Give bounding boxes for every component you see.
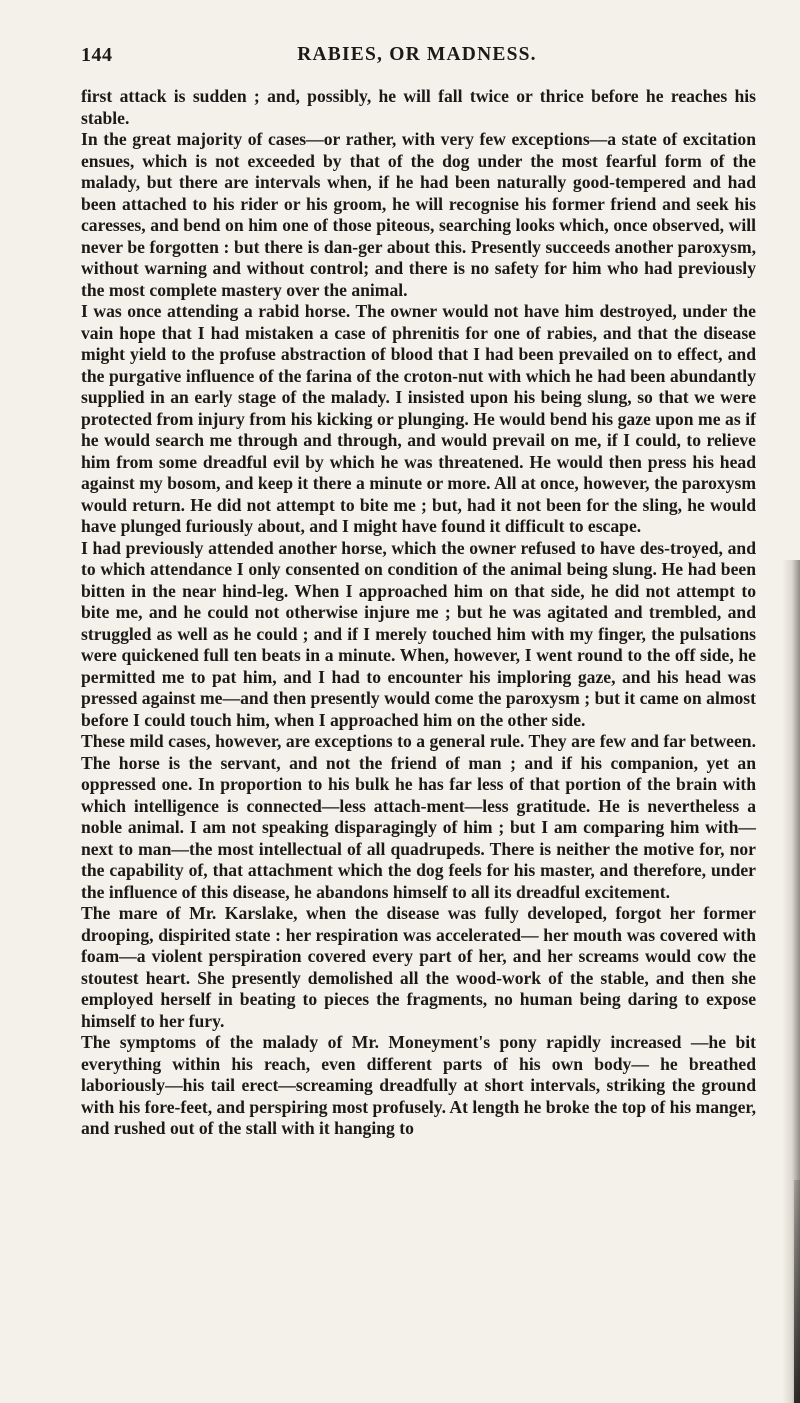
body-text (81, 86, 756, 1140)
paragraph: In the great majority of cases—or rather, with very few exceptions—a state of excitation ensues, which is not exceeded by that of the dog under the most fearful form of the malady, but there are intervals when, if he had been naturally good-tempered and had been attached to his rider or his groom, he will recognise his former friend and seek his caresses, and bend on him one of those piteous, searching looks which, once observed, will never be forgotten : but there is dan-ger about this. Presently succeeds another paroxysm, without warning and without control; and there is no safety for him who had previously the most complete mastery over the animal. (81, 129, 756, 300)
paragraph: The mare of Mr. Karslake, when the disease was fully developed, forgot her former drooping, dispirited state : her respiration was accelerated— her mouth was covered with foam—a violent perspiration covered every part of her, and her screams would cow the stoutest heart. She presently demolished all the wood-work of the stable, and then she employed herself in beating to pieces the fragments, no human being daring to expose himself to her fury. (81, 903, 756, 1031)
paragraph: These mild cases, however, are exceptions to a general rule. They are few and far between. The horse is the servant, and not the friend of man ; and if his companion, yet an oppressed one. In proportion to his bulk he has far less of that portion of the brain with which intelligence is connected—less attach-ment—less gratitude. He is nevertheless a noble animal. I am not speaking disparagingly of him ; but I am comparing him with—next to man—the most intellectual of all quadrupeds. There is neither the motive for, nor the capability of, that attachment which the dog feels for his master, and therefore, under the influence of this disease, he abandons himself to all its dreadful excitement. (81, 731, 756, 902)
paragraph: The symptoms of the malady of Mr. Moneyment's pony rapidly increased —he bit everything within his reach, even different parts of his own body— he breathed laboriously—his tail erect—screaming dreadfully at short intervals, striking the ground with his fore-feet, and perspiring most profusely. At length he broke the top of his manger, and rushed out of the stall with it hanging to (81, 1032, 756, 1138)
page-header (81, 44, 753, 78)
page-number: 144 (81, 44, 113, 66)
paragraph-continuation: first attack is sudden ; and, possibly, he will fall twice or thrice before he reaches his stable. (81, 86, 756, 128)
running-head: RABIES, OR MADNESS. (297, 44, 537, 65)
paragraph: I had previously attended another horse, which the owner refused to have des-troyed, and to which attendance I only consented on condition of the animal being slung. He had been bitten in the near hind-leg. When I approached him on that side, he did not attempt to bite me, and he could not otherwise injure me ; but he was agitated and trembled, and struggled as well as he could ; and if I merely touched him with my finger, the pulsations were quickened full ten beats in a minute. When, however, I went round to the off side, he permitted me to pat him, and I had to encounter his imploring gaze, and his head was pressed against me—and then presently would come the paroxysm ; but it came on almost before I could touch him, when I approached him on the other side. (81, 537, 756, 730)
binding-edge (794, 1180, 800, 1403)
paragraph: I was once attending a rabid horse. The owner would not have him destroyed, under the vain hope that I had mistaken a case of phrenitis for one of rabies, and that the disease might yield to the profuse abstraction of blood that I had been prevailed on to effect, and the purgative influence of the farina of the croton-nut with which he had been abundantly supplied in an early stage of the malady. I insisted upon his being slung, so that we were protected from injury from his kicking or plunging. He would bend his gaze upon me as if he would search me through and through, and would prevail on me, if I could, to relieve him from some dreadful evil by which he was threatened. He would then press his head against my bosom, and keep it there a minute or more. All at once, however, the paroxysm would return. He did not attempt to bite me ; but, had it not been for the sling, he would have plunged furiously about, and I might have found it difficult to escape. (81, 301, 756, 536)
